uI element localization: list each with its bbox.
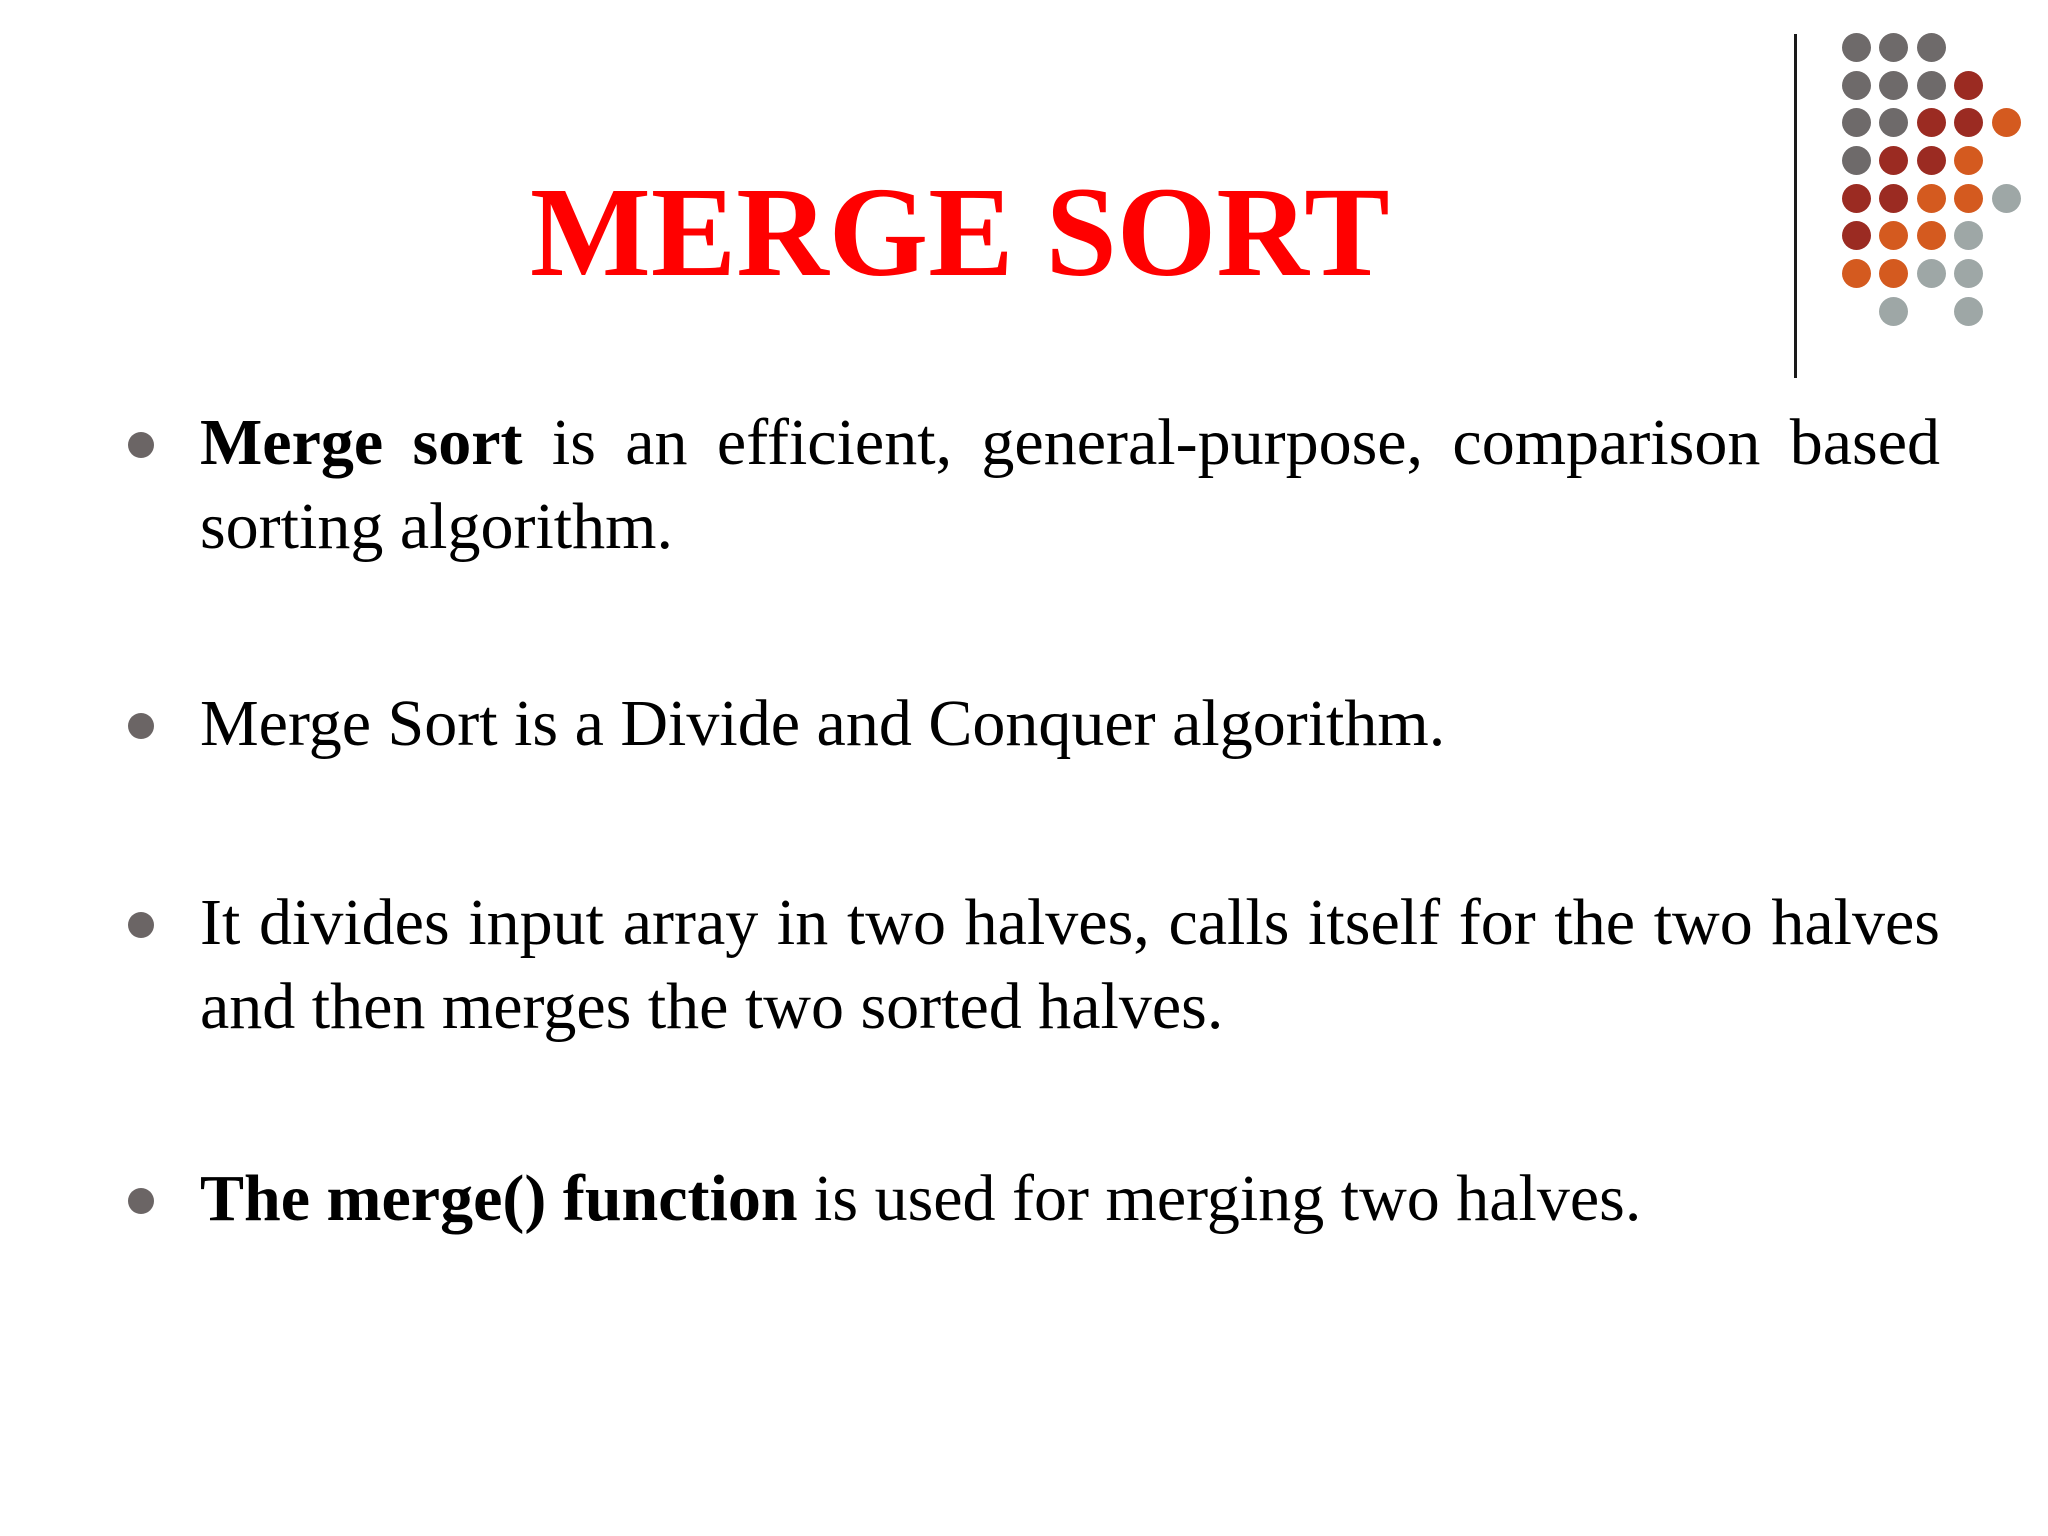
bullet-marker-icon: [128, 432, 154, 458]
bullet-text: is used for merging two halves.: [797, 1162, 1642, 1235]
bullet-item: [200, 401, 1940, 569]
bullet-text: It divides input array in two halves, calls itself for the two halves and then merges the two sorted halves.: [200, 886, 1940, 1043]
bullet-item: [200, 1157, 1940, 1241]
bullet-bold-lead: Merge sort: [200, 406, 523, 479]
bullet-text: Merge Sort is a Divide and Conquer algorithm.: [200, 687, 1446, 760]
slide-title: MERGE SORT: [530, 161, 1390, 303]
bullet-text: is an efficient, general-purpose, comparison based sorting algorithm.: [200, 406, 1940, 563]
bullet-item: [200, 682, 1940, 766]
bullet-marker-icon: [128, 912, 154, 938]
bullet-marker-icon: [128, 713, 154, 739]
bullet-item: [200, 881, 1940, 1049]
bullet-bold-lead: The merge() function: [200, 1162, 798, 1235]
bullet-marker-icon: [128, 1188, 154, 1214]
